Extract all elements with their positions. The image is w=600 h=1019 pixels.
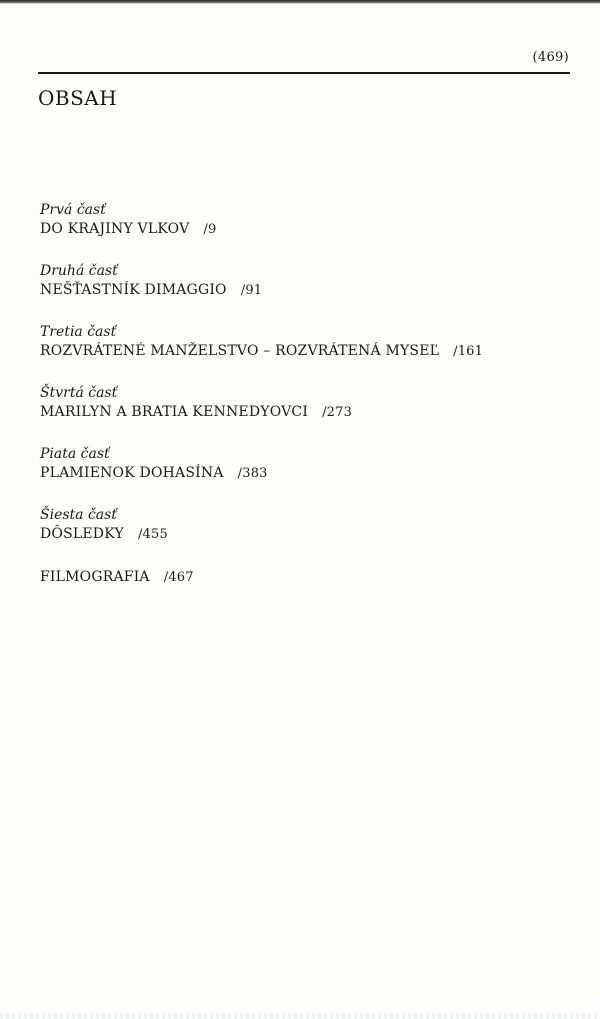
page-bottom-edge — [0, 1013, 600, 1019]
appendix-title: FILMOGRAFIA — [40, 569, 150, 585]
part-title-line — [40, 567, 580, 588]
part-label: Štvrtá časť — [40, 385, 118, 401]
page-reference: /467 — [163, 570, 194, 585]
page-number: (469) — [532, 50, 569, 65]
part-title-line — [40, 463, 580, 484]
part-title: PLAMIENOK DOHASÍNA — [40, 465, 224, 481]
header-rule — [38, 72, 570, 74]
page-reference: /455 — [137, 527, 168, 542]
page-reference: /91 — [240, 283, 263, 298]
toc-entry-part-2 — [40, 262, 580, 301]
page-top-edge — [0, 0, 600, 4]
part-title: MARILYN A BRATIA KENNEDYOVCI — [40, 404, 309, 420]
part-title-line — [40, 280, 580, 301]
part-title-line — [40, 219, 580, 240]
toc-entry-part-1 — [40, 201, 580, 240]
part-label: Tretia časť — [40, 324, 117, 340]
toc-entry-filmography — [40, 567, 580, 588]
toc-entry-part-3 — [40, 323, 580, 362]
part-label: Piata časť — [40, 446, 110, 462]
page-reference: /273 — [322, 405, 353, 420]
part-label: Druhá časť — [40, 263, 118, 279]
part-title: DÔSLEDKY — [40, 526, 124, 542]
table-of-contents — [40, 201, 580, 610]
part-title: NEŠŤASTNÍK DIMAGGIO — [40, 282, 227, 298]
part-title-line — [40, 524, 580, 545]
page-reference: /161 — [453, 344, 484, 359]
part-title-line — [40, 341, 580, 362]
part-label: Prvá časť — [40, 202, 106, 218]
toc-entry-part-5 — [40, 445, 580, 484]
page-reference: /383 — [237, 466, 268, 481]
toc-entry-part-6 — [40, 506, 580, 545]
part-title: DO KRAJINY VLKOV — [40, 221, 190, 237]
part-title: ROZVRÁTENÉ MANŽELSTVO – ROZVRÁTENÁ MYSEĽ — [40, 343, 440, 359]
part-title-line — [40, 402, 580, 423]
page-title: OBSAH — [38, 86, 118, 110]
toc-entry-part-4 — [40, 384, 580, 423]
page-reference: /9 — [203, 222, 217, 237]
part-label: Šiesta časť — [40, 507, 117, 523]
